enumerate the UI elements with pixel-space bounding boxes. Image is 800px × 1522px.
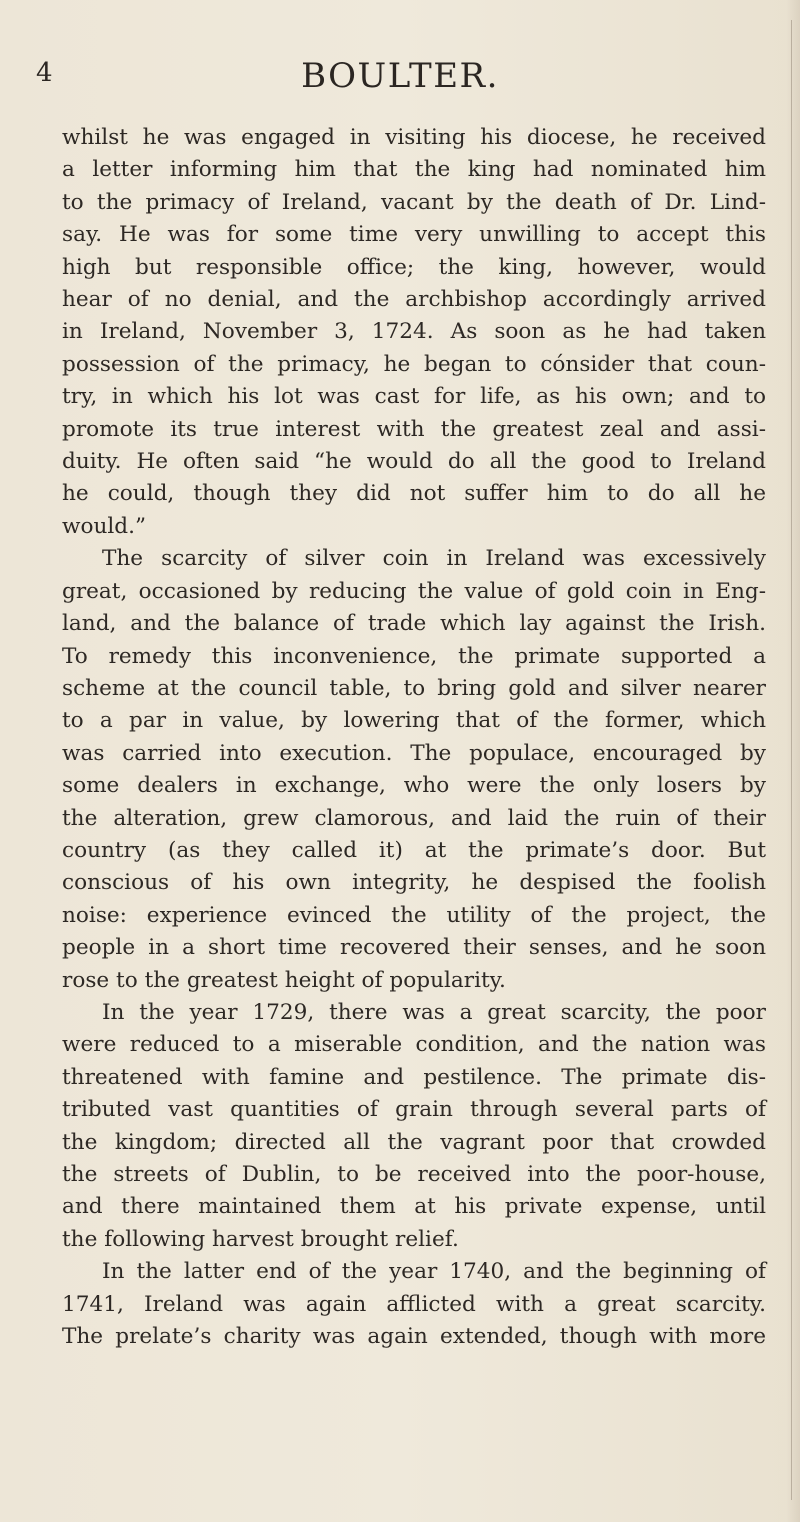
text-line: 1741, Ireland was again afflicted with a great scarcity. — [62, 1291, 766, 1317]
text-line: hear of no denial, and the archbishop accordingly arrived — [62, 287, 766, 313]
text-line: and there maintained them at his private expense, until — [62, 1194, 766, 1220]
text-line: a letter informing him that the king had nominated him — [62, 157, 766, 183]
text-line: conscious of his own integrity, he despised the foolish — [62, 870, 766, 896]
text-line: to the primacy of Ireland, vacant by the death of Dr. Lind- — [62, 189, 766, 215]
text-line: The prelate’s charity was again extended, though with more — [62, 1324, 766, 1350]
text-line: he could, though they did not suffer him to do all he — [62, 481, 766, 507]
text-line: great, occasioned by reducing the value of gold coin in Eng- — [62, 578, 766, 604]
text-line: the kingdom; directed all the vagrant poor that crowded — [62, 1129, 766, 1155]
text-line: the streets of Dublin, to be received into the poor-house, — [62, 1162, 766, 1187]
text-line: try, in which his lot was cast for life, as his own; and to — [62, 384, 766, 410]
text-line: to a par in value, by lowering that of the former, which — [62, 708, 766, 734]
running-head — [0, 56, 800, 96]
paragraph-1 — [62, 122, 766, 543]
page-edge-shadow — [786, 0, 800, 1522]
text-line: high but responsible office; the king, however, would — [62, 254, 766, 280]
text-line: possession of the primacy, he began to cónsider that coun- — [62, 351, 766, 377]
paragraph-3 — [62, 997, 766, 1256]
page-edge-line — [791, 20, 792, 1500]
text-line: promote its true interest with the greatest zeal and assi- — [62, 416, 766, 442]
text-line: in Ireland, November 3, 1724. As soon as he had taken — [62, 319, 766, 345]
text-line: land, and the balance of trade which lay against the Irish. — [62, 611, 766, 637]
text-line: scheme at the council table, to bring gold and silver nearer — [62, 675, 766, 701]
text-line: say. He was for some time very unwilling to accept this — [62, 222, 766, 248]
paragraph-4 — [62, 1256, 766, 1353]
page-number: 4 — [36, 58, 53, 88]
text-line: were reduced to a miserable condition, and the nation was — [62, 1032, 766, 1058]
text-line: was carried into execution. The populace, encouraged by — [62, 740, 766, 766]
running-title: BOULTER. — [301, 56, 499, 96]
text-line: country (as they called it) at the primate’s door. But — [62, 837, 766, 863]
text-line: whilst he was engaged in visiting his diocese, he received — [62, 125, 766, 150]
body-text — [62, 122, 766, 1353]
text-line: some dealers in exchange, who were the only losers by — [62, 773, 766, 799]
text-line: In the year 1729, there was a great scarcity, the poor — [102, 999, 766, 1025]
text-line: people in a short time recovered their senses, and he soon — [62, 935, 766, 961]
text-line: In the latter end of the year 1740, and the beginning of — [102, 1259, 766, 1285]
paragraph-2 — [62, 543, 766, 997]
text-line: duity. He often said “he would do all the good to Ireland — [62, 449, 766, 475]
text-line: rose to the greatest height of popularity. — [62, 967, 506, 993]
text-line: The scarcity of silver coin in Ireland was excessively — [102, 546, 766, 572]
text-line: the alteration, grew clamorous, and laid the ruin of their — [62, 805, 766, 831]
text-line: tributed vast quantities of grain through several parts of — [62, 1097, 766, 1123]
text-line: the following harvest brought relief. — [62, 1226, 459, 1252]
text-line: would.” — [62, 513, 147, 539]
text-line: noise: experience evinced the utility of the project, the — [62, 902, 766, 928]
text-line: To remedy this inconvenience, the primate supported a — [62, 643, 766, 669]
text-line: threatened with famine and pestilence. The primate dis- — [62, 1064, 766, 1090]
